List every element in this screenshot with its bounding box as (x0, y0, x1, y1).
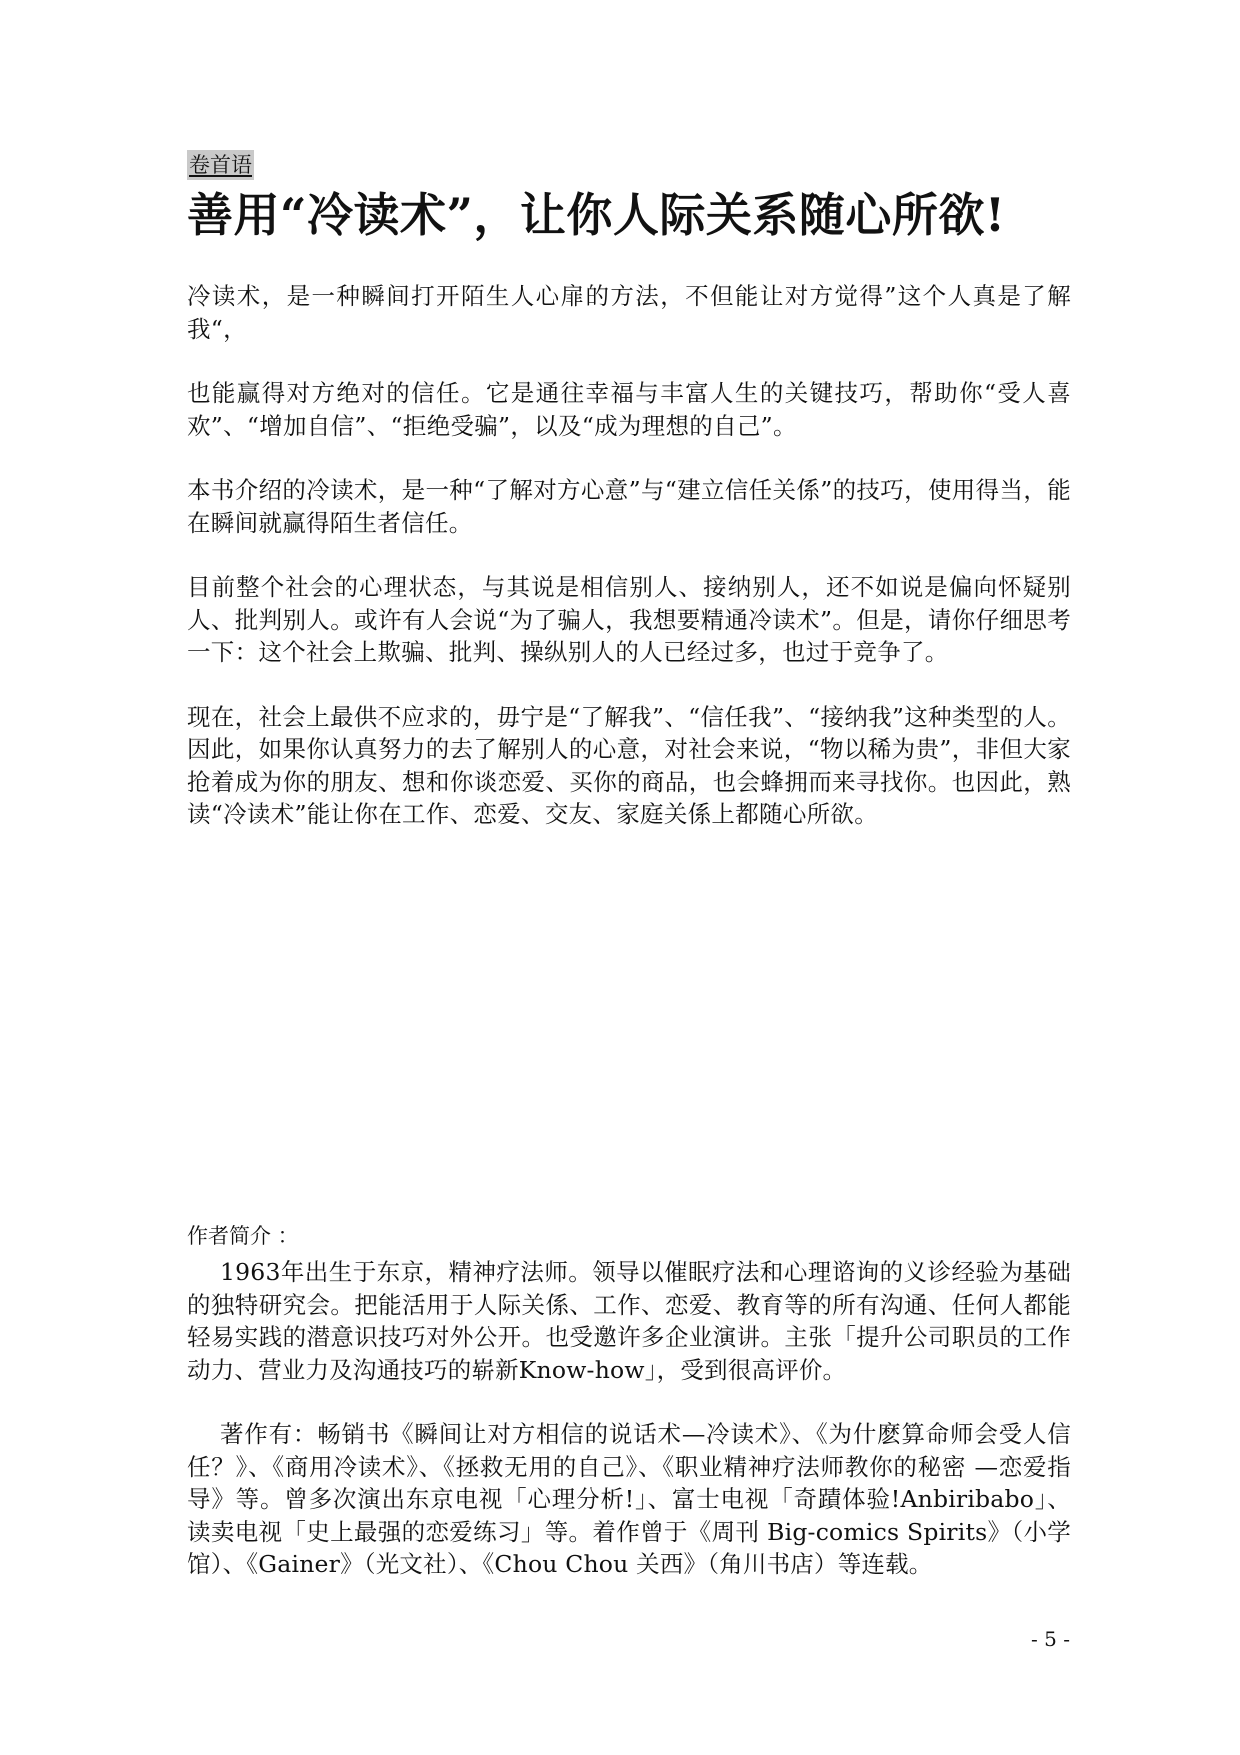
author-bio-paragraph-2: 著作有：畅销书《瞬间让对方相信的说话术—冷读术》、《为什麽算命师会受人信任？》、《商用冷读术》、《拯救无用的自己》、《职业精神疗法师教你的秘密 —恋爱指导》等。曾多次演出东京电视「心理分析!」、富士电视「奇蹟体验!Anbiribabo」、读卖电视「史上最强的恋爱练习」等。着作曾于《周刊 Big-comics Spirits》（小学馆）、《Gainer》（光文社）、《Chou Chou 关西》（角川书店）等连载。 (187, 1420, 1071, 1578)
page-number: - 5 - (1031, 1627, 1070, 1651)
author-bio-paragraph-1: 1963年出生于东京，精神疗法师。领导以催眠疗法和心理谘询的义诊经验为基础的独特研究会。把能活用于人际关係、工作、恋爱、教育等的所有沟通、任何人都能轻易实践的潜意识技巧对外公开。也受邀许多企业演讲。主张「提升公司职员的工作动力、营业力及沟通技巧的崭新Know-how」，受到很高评价。 (187, 1258, 1071, 1384)
intro-paragraph-3: 本书介绍的冷读术，是一种“了解对方心意”与“建立信任关係”的技巧，使用得当，能在瞬间就赢得陌生者信任。 (187, 476, 1071, 537)
intro-paragraph-2: 也能赢得对方绝对的信任。它是通往幸福与丰富人生的关键技巧，帮助你“受人喜欢”、“增加自信”、“拒绝受骗”，以及“成为理想的自己”。 (187, 379, 1071, 440)
author-heading: 作者简介 ： (187, 1224, 299, 1248)
intro-paragraph-4: 目前整个社会的心理状态，与其说是相信别人、接纳别人，还不如说是偏向怀疑别人、批判别人。或许有人会说“为了骗人，我想要精通冷读术”。但是，请你仔细思考一下：这个社会上欺骗、批判、操纵别人的人已经过多，也过于竞争了。 (187, 573, 1071, 666)
author-bio-section (187, 1222, 1071, 1613)
page-title: 善用“冷读术”，让你人际关系随心所欲! (187, 188, 1006, 242)
intro-section (187, 280, 1071, 863)
intro-paragraph-1: 冷读术，是一种瞬间打开陌生人心扉的方法，不但能让对方觉得”这个人真是了解我“， (187, 282, 1071, 343)
intro-paragraph-5: 现在，社会上最供不应求的，毋宁是“了解我”、“信任我”、“接纳我”这种类型的人。因此，如果你认真努力的去了解别人的心意，对社会来说，“物以稀为贵”，非但大家抢着成为你的朋友、想和你谈恋爱、买你的商品，也会蜂拥而来寻找你。也因此，熟读“冷读术”能让你在工作、恋爱、交友、家庭关係上都随心所欲。 (187, 702, 1071, 828)
section-tag: 卷首语 (187, 150, 254, 180)
